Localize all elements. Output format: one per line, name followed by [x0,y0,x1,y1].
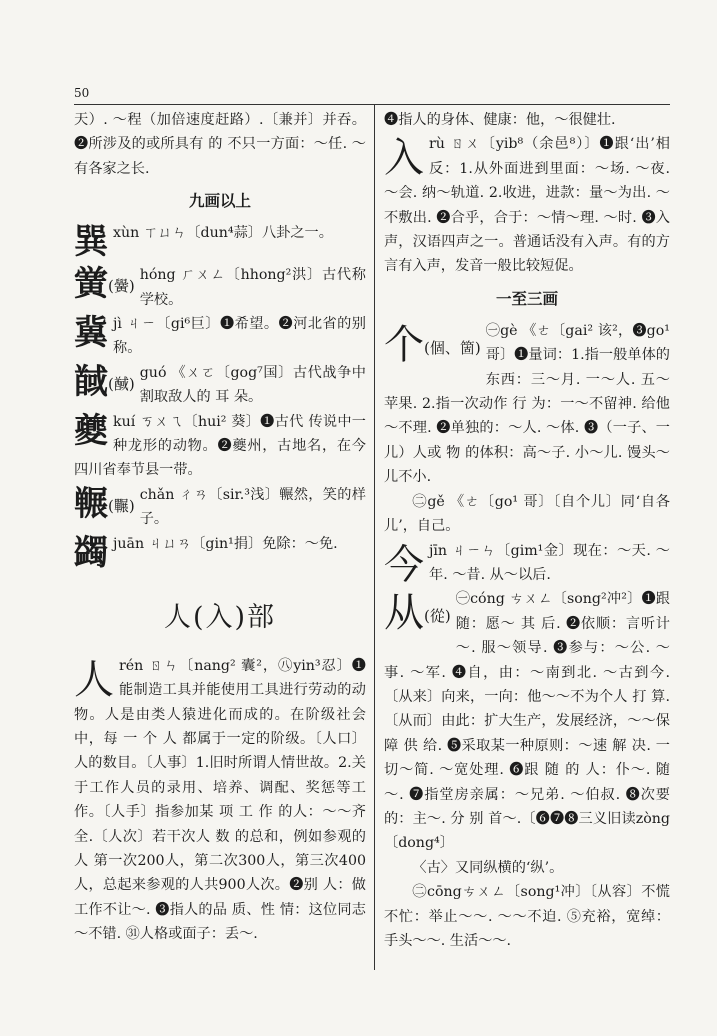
entry-guo [74,361,366,410]
definition: kuí ㄎㄨㄟ〔hui² 葵〕❶古代 传说中一种龙形的动物。❷夔州，古地名，在今四川省奉节县一带。 [74,413,366,479]
entry-ji [74,312,366,361]
definition: jīn ㄐㄧㄣ〔gim¹金〕现在：～天. ～年. ～昔. 从～以后. [429,542,670,583]
definition: xùn ㄒㄩㄣ〔dun⁴蒜〕八卦之一。 [113,225,333,242]
continued-entry-text: 天）. ～程（加倍速度赶路）.〔兼并〕并吞。❷所涉及的或所具有 的 不只一方面：～任. ～有各家之长. [74,112,366,177]
entry-cong [384,587,670,855]
definition: jì ㄐㄧ〔gi⁶巨〕❶希望。❷河北省的别称。 [113,316,366,357]
entry-ru [384,132,670,278]
right-column [384,108,670,953]
headword: 夔 [74,410,108,451]
entry-hong [74,263,366,312]
column-divider [374,104,375,970]
section-heading-jiu: 九画以上 [188,192,251,211]
headword: 冁(囅) [74,483,135,524]
headword: 馘(䤋) [74,361,135,402]
page-number: 50 [74,86,90,100]
headword: 个(個、箇) [384,321,481,368]
left-column [74,108,366,947]
headword: 人 [74,656,114,703]
definition: rù ㄖㄨ〔yib⁸（余邑⁸）〕❶跟‘出’相反：1.从外面进到里面：～场. ～夜. ～会. 纳～轨道. 2.收进，进款：量～为出. ～不敷出. ❷合乎，合于：～情～理. ～时. ❸入声，汉语四声之一。普通话没有入声。有的方言有入声，发音一般比较短促。 [384,136,670,275]
entry-ge [384,319,670,490]
headword: 巽 [74,222,108,263]
headword: 蠲 [74,532,108,573]
definition: guó 《ㄨㄛ〔gog⁷国〕古代战争中割取敌人的 耳 朵。 [139,364,366,406]
sub-definition: ㊁gě 《ㄜ〔go¹ 哥〕〔自个儿〕同‘自各儿’，自己。 [384,493,670,535]
headword: 冀 [74,313,108,354]
continued-entry-text: ❹指人的身体、健康：他，～很健壮. [384,112,616,128]
entry-chan [74,483,366,532]
definition: ㊀gè 《ㄜ〔gai² 该²，❸go¹哥〕❶量词：1.指一般单体的东西：三～月. 一～人. 五～苹果. 2.指一次动作 行 为：一～不留神. 给他～不理. ❷单独的：～人. ～体. ❸（一子、一儿）人或 物 的体积：高～子. 小～儿. 馒头～儿不小. [384,322,670,486]
radical-heading: 人(入)部 [163,601,277,633]
section-heading-yi: 一至三画 [495,289,558,308]
sub-note: 〈古〉又同纵横的‘纵’。 [412,859,564,876]
headword: 入 [384,135,424,182]
headword: 今 [384,541,424,588]
sub-definition: ㊁cōngㄘㄨㄥ〔song¹冲〕〔从容〕不慌不忙：举止～～. ～～不迫. ⑤充裕，宽绰：手头～～. 生活～～. [384,884,670,949]
header-rule [74,104,670,105]
definition: juān ㄐㄩㄢ〔gin¹捐〕免除：～免. [113,535,338,552]
entry-jin [384,539,670,588]
definition: rén ㄖㄣ〔nang² 囊²，㊇yin³忍〕❶能制造工具并能使用工具进行劳动的动物。人是由类人猿进化而成的。在阶级社会中，每 一 个 人 都属于一定的阶级。〔人口〕人的数目。〔人事〕1.旧时所谓人情世故。2.关于工作人员的录用、培养、调配、奖惩等工作。〔人手〕指参加某 项 工 作 的人：～～齐全.〔人次〕若干次人 数 的总和，例如参观的 人 第一次200人，第二次300人，第三次400人，总起来参观的人共900人次。❷别 人：做 工作不让～. ❸指人的品 质、性 情：这位同志～不错. ㉛人格或面子：丢～. [74,657,366,943]
definition: ㊀cóng ㄘㄨㄥ〔song²冲²〕❶跟 随：愿～ 其 后. ❷依顺：言听计～. 服～领导. ❸参与：～公. ～事. ～军. ❹自，由：～南到北. ～古到今.〔从来〕向来，一向：他～～不为个人 打 算.〔从而〕由此：扩大生产，发展经济，～～保障 供 给. ❺采取某一种原则：～速 解 决. 一切～简. ～宽处理. ❻跟 随 的 人：仆～. 随～. ❼指堂房亲属：～兄弟. ～伯叔. ❽次要的：主～. 分 别 首～.〔❻❼❽三义旧读zòng〔dong⁴〕 [384,591,670,852]
definition: chǎn ㄔㄢ〔sir.³浅〕冁然，笑的样子。 [139,486,366,528]
entry-juan [74,532,366,574]
entry-kui [74,410,366,483]
entry-ren [74,654,366,947]
headword: 从(從) [384,590,451,637]
entry-xun [74,221,366,263]
headword: 黉(黌) [74,264,135,305]
definition: hóng ㄏㄨㄥ〔hhong²洪〕古代称学校。 [139,267,366,308]
